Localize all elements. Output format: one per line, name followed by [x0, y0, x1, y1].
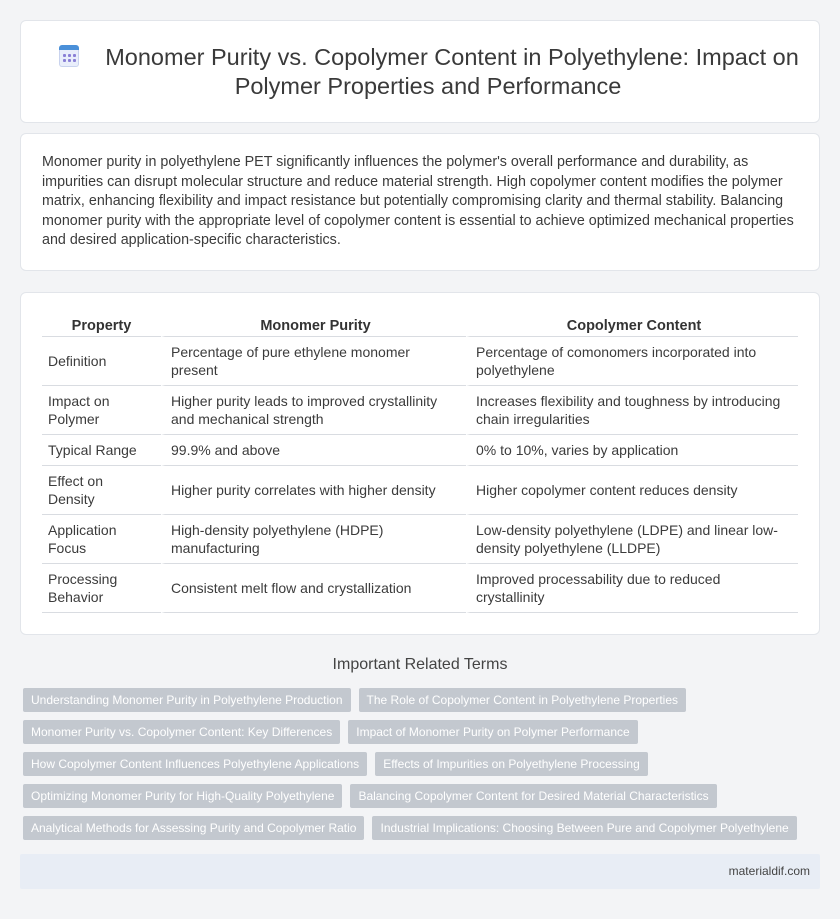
table-row: [42, 435, 798, 466]
related-term-link[interactable]: Optimizing Monomer Purity for High-Quality Polyethylene: [23, 784, 342, 808]
related-term-link[interactable]: Effects of Impurities on Polyethylene Processing: [375, 752, 648, 776]
tag-row: [23, 784, 813, 808]
related-term-link[interactable]: Balancing Copolymer Content for Desired Material Characteristics: [350, 784, 716, 808]
table-cell: Effect on Density: [42, 466, 161, 515]
table-cell: Higher purity correlates with higher density: [161, 466, 466, 515]
table-cell: Low-density polyethylene (LDPE) and linear low-density polyethylene (LLDPE): [466, 515, 798, 564]
table-cell: 0% to 10%, varies by application: [466, 435, 798, 466]
related-term-link[interactable]: Understanding Monomer Purity in Polyethylene Production: [23, 688, 351, 712]
tag-row: [23, 816, 813, 840]
table-cell: Definition: [42, 337, 161, 386]
column-header: Property: [42, 313, 161, 337]
table-cell: Higher purity leads to improved crystallinity and mechanical strength: [161, 386, 466, 435]
table-cell: Percentage of comonomers incorporated into polyethylene: [466, 337, 798, 386]
tag-row: [23, 752, 813, 776]
table-cell: Impact on Polymer: [42, 386, 161, 435]
title-card: [20, 20, 820, 123]
related-terms-title: Important Related Terms: [332, 656, 508, 673]
related-term-link[interactable]: How Copolymer Content Influences Polyethylene Applications: [23, 752, 367, 776]
table-row: [42, 515, 798, 564]
table-row: [42, 386, 798, 435]
related-term-link[interactable]: Monomer Purity vs. Copolymer Content: Key Differences: [23, 720, 340, 744]
related-term-link[interactable]: Impact of Monomer Purity on Polymer Performance: [348, 720, 637, 744]
table-cell: Typical Range: [42, 435, 161, 466]
table-cell: Processing Behavior: [42, 564, 161, 613]
table-cell: Higher copolymer content reduces density: [466, 466, 798, 515]
intro-card: [20, 133, 820, 271]
related-term-link[interactable]: Industrial Implications: Choosing Between Pure and Copolymer Polyethylene: [372, 816, 796, 840]
table-header-row: [42, 313, 798, 337]
footer-site: materialdif.com: [728, 864, 810, 878]
table-cell: Improved processability due to reduced crystallinity: [466, 564, 798, 613]
table-row: [42, 564, 798, 613]
page-title-wrap: [47, 43, 809, 101]
calendar-icon: [57, 44, 81, 68]
related-term-link[interactable]: Analytical Methods for Assessing Purity and Copolymer Ratio: [23, 816, 364, 840]
table-cell: High-density polyethylene (HDPE) manufacturing: [161, 515, 466, 564]
table-row: [42, 337, 798, 386]
column-header: Copolymer Content: [466, 313, 798, 337]
table-cell: Application Focus: [42, 515, 161, 564]
table-cell: Increases flexibility and toughness by introducing chain irregularities: [466, 386, 798, 435]
column-header: Monomer Purity: [161, 313, 466, 337]
table-cell: 99.9% and above: [161, 435, 466, 466]
table-cell: Consistent melt flow and crystallization: [161, 564, 466, 613]
related-terms-list: [23, 688, 813, 848]
related-term-link[interactable]: The Role of Copolymer Content in Polyethylene Properties: [359, 688, 687, 712]
tag-row: [23, 720, 813, 744]
footer: [20, 854, 820, 889]
page-title: Monomer Purity vs. Copolymer Content in Polyethylene: Impact on Polymer Properties and Performance: [105, 44, 799, 99]
table-cell: Percentage of pure ethylene monomer present: [161, 337, 466, 386]
tag-row: [23, 688, 813, 712]
table-row: [42, 466, 798, 515]
comparison-table: [42, 313, 798, 613]
intro-paragraph: Monomer purity in polyethylene PET significantly influences the polymer's overall performance and durability, as impurities can disrupt molecular structure and reduce material strength. High copolymer content modifies the polymer matrix, enhancing flexibility and impact resistance but potentially compromising clarity and thermal stability. Balancing monomer purity with the appropriate level of copolymer content is essential to achieve optimized mechanical properties and desired application-specific characteristics.: [42, 154, 794, 249]
comparison-card: [20, 292, 820, 635]
